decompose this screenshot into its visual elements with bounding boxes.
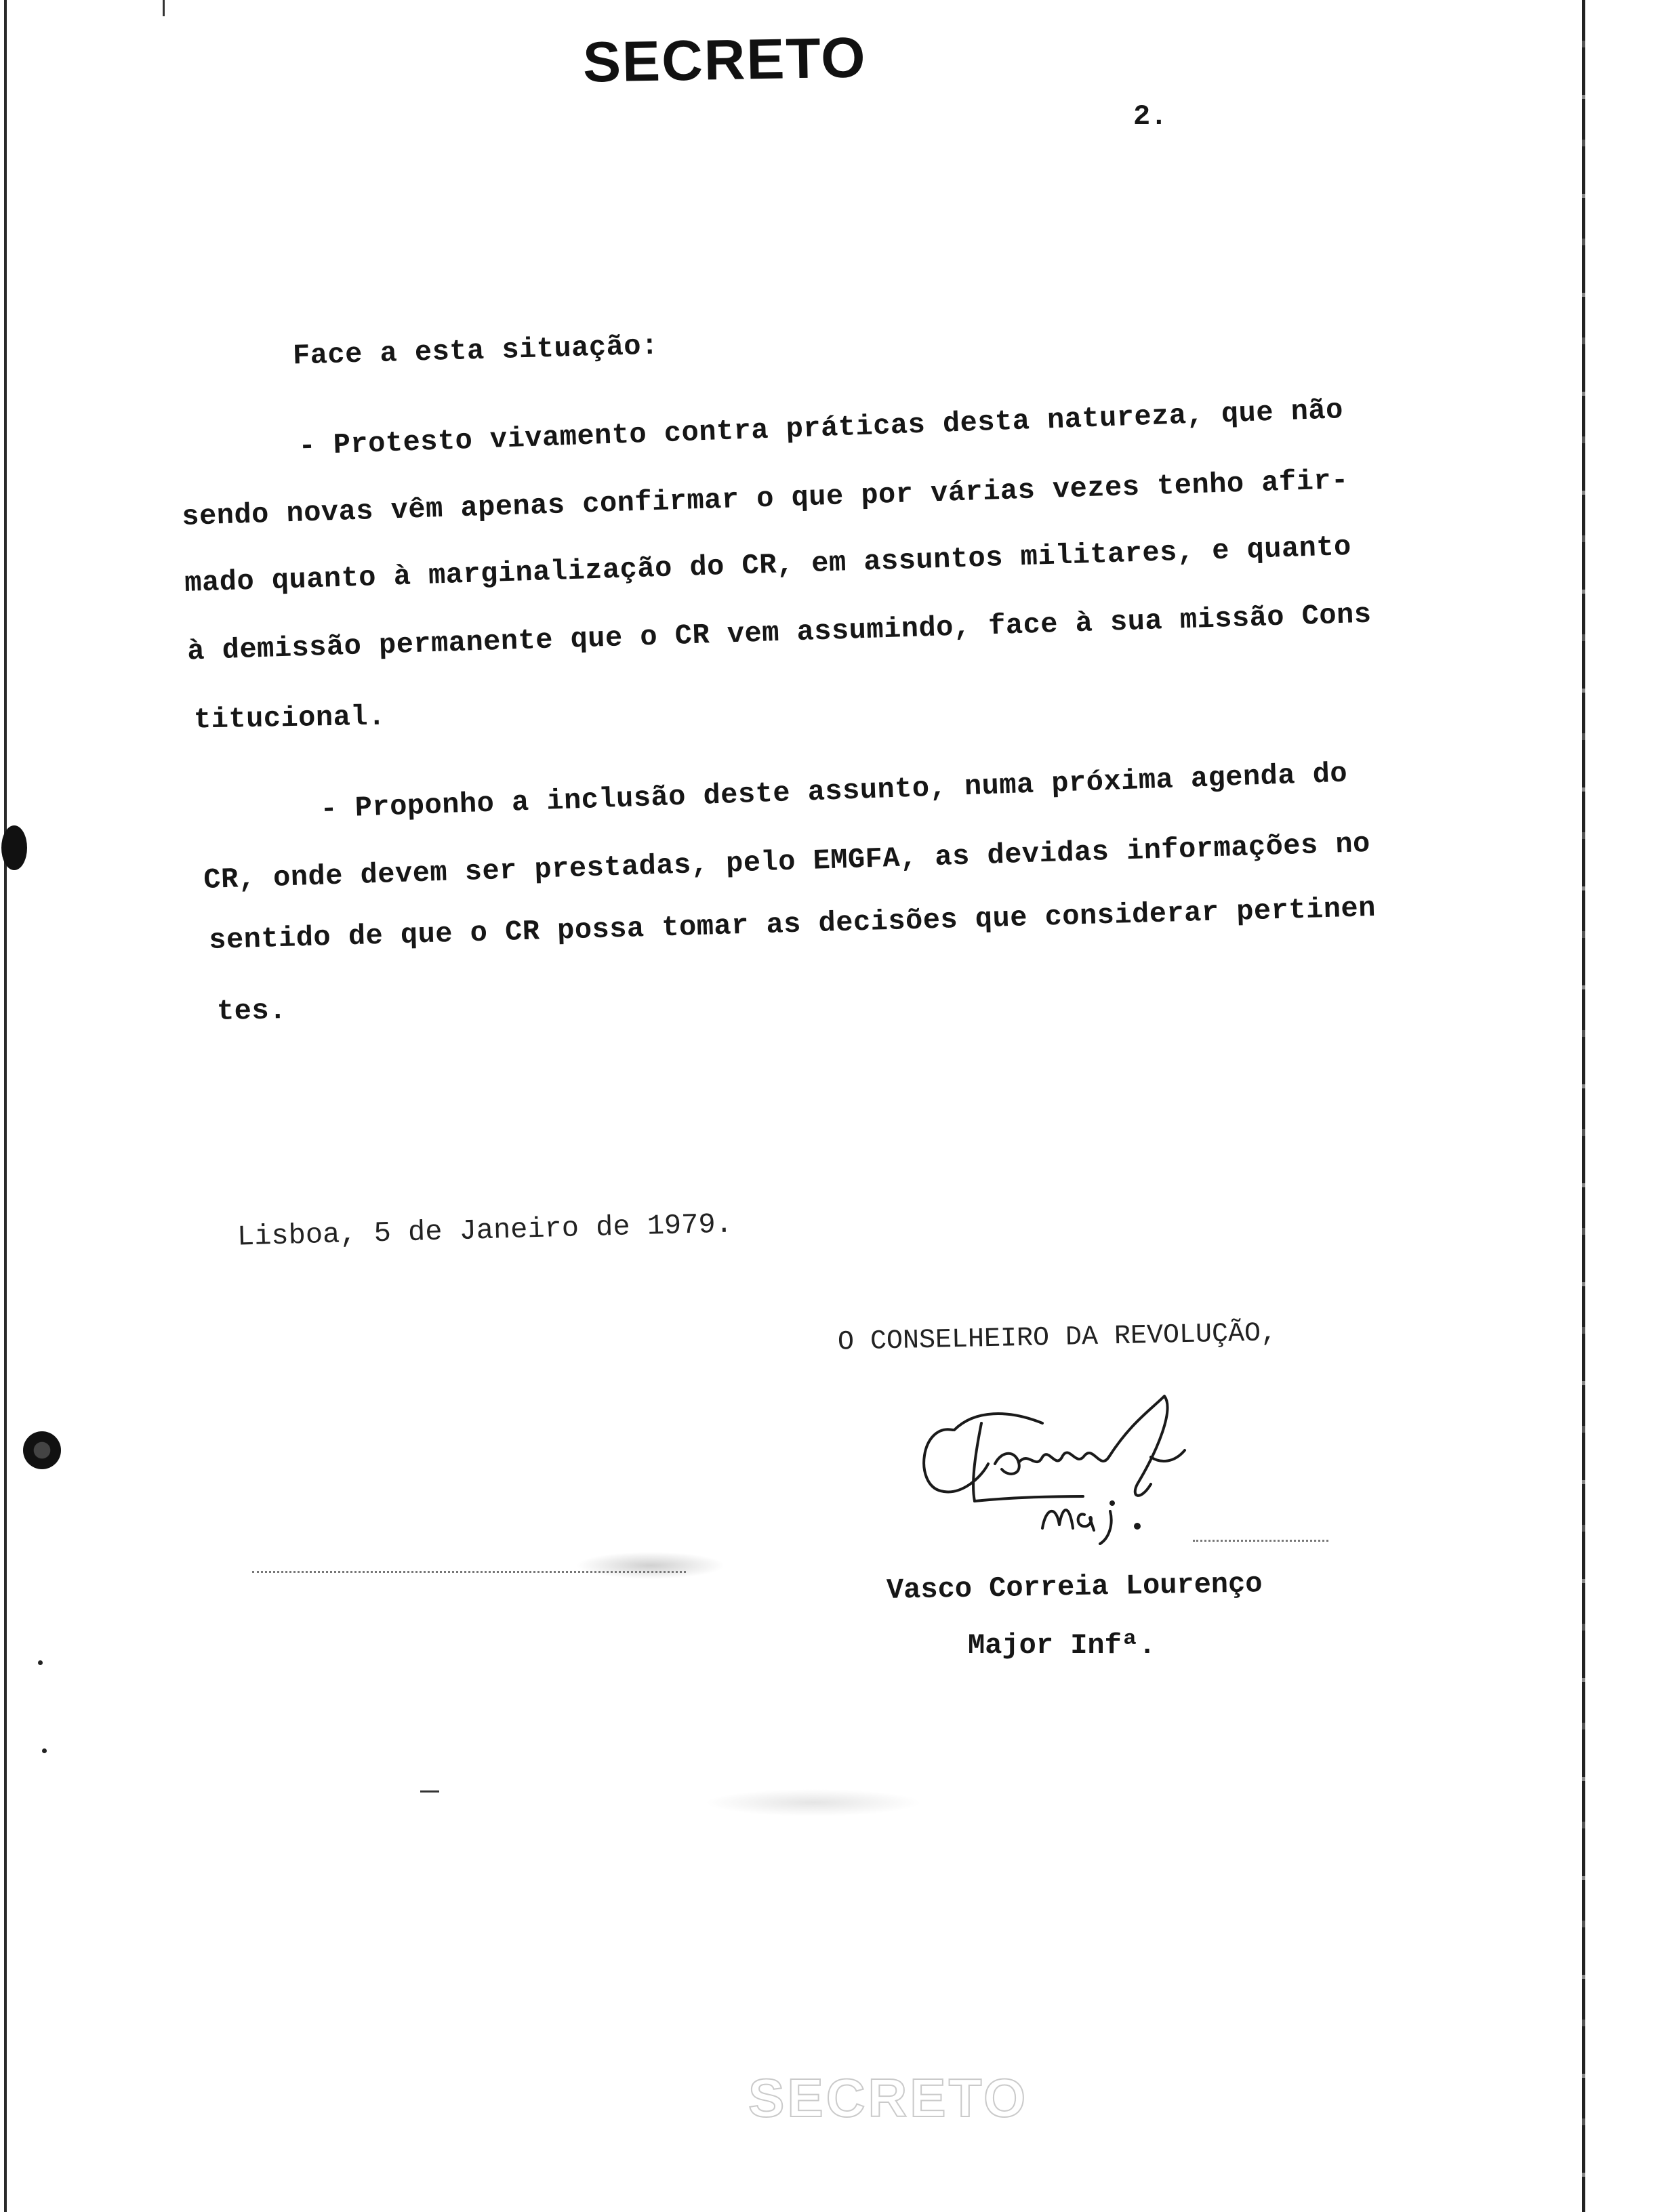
classification-footer: SECRETO — [748, 2068, 1029, 2128]
body-line: sendo novas vêm apenas confirmar o que por várias vezes tenho afir- — [181, 464, 1349, 534]
signatory-title: O CONSELHEIRO DA REVOLUÇÃO, — [837, 1318, 1278, 1358]
punch-hole — [23, 1431, 61, 1469]
handwritten-signature — [907, 1382, 1219, 1545]
body-line: - Protesto vivamento contra práticas desta natureza, que não — [298, 394, 1344, 463]
body-line: - Proponho a inclusão deste assunto, numa próxima agenda do — [319, 757, 1348, 826]
binding-edge-left — [4, 0, 7, 2212]
body-line: à demissão permanente que o CR vem assumindo, face à sua missão Cons — [186, 598, 1372, 668]
page-number: 2. — [1133, 100, 1168, 133]
body-line: mado quanto à marginalização do CR, em assuntos militares, e quanto — [184, 530, 1352, 600]
body-line: CR, onde devem ser prestadas, pelo EMGFA, as devidas informações no — [203, 827, 1371, 897]
signatory-name: Vasco Correia Lourenço — [886, 1568, 1263, 1607]
binding-edge-right — [1582, 0, 1585, 2212]
paper-smudge — [705, 1789, 922, 1816]
dotted-rule — [1193, 1540, 1328, 1542]
body-line: tes. — [216, 994, 287, 1028]
edge-mark — [163, 0, 165, 16]
stray-mark — [420, 1790, 439, 1793]
margin-dot — [38, 1660, 43, 1665]
paper-smudge — [576, 1552, 725, 1579]
classification-header: SECRETO — [582, 25, 868, 94]
body-line: titucional. — [193, 700, 386, 737]
punch-hole — [1, 825, 27, 870]
body-line: Face a esta situação: — [292, 329, 659, 373]
signatory-rank: Major Infª. — [968, 1629, 1156, 1662]
margin-dot — [42, 1748, 47, 1753]
date-line: Lisboa, 5 de Janeiro de 1979. — [237, 1208, 733, 1254]
body-line: sentido de que o CR possa tomar as decisões que considerar pertinen — [208, 891, 1377, 958]
